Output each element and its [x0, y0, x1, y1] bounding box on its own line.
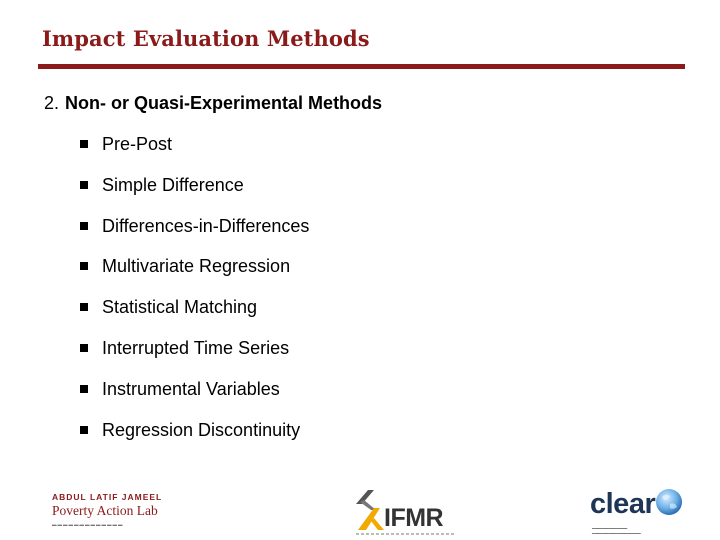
- title-divider: [38, 64, 685, 69]
- ifmr-logo-text: IFMR: [384, 504, 444, 532]
- list-item: [78, 255, 309, 296]
- list-item: [78, 133, 309, 174]
- section-heading-text: Non- or Quasi-Experimental Methods: [65, 93, 383, 113]
- list-item: [78, 215, 309, 256]
- bullet-icon: [80, 181, 88, 189]
- bullet-icon: [80, 385, 88, 393]
- list-item-label: Differences-in-Differences: [102, 215, 310, 236]
- list-item: [78, 337, 309, 378]
- section-heading: [44, 93, 382, 114]
- ifmr-logo-tagline: [356, 533, 456, 535]
- bullet-icon: [80, 262, 88, 270]
- methods-list: [78, 133, 309, 459]
- bullet-icon: [80, 140, 88, 148]
- jpal-logo: [52, 492, 172, 532]
- bullet-icon: [80, 222, 88, 230]
- list-item: [78, 296, 309, 337]
- globe-icon: [654, 487, 684, 517]
- clear-logo-text: clear: [590, 488, 656, 520]
- list-item: [78, 378, 309, 419]
- clear-logo-tagline: ━━━━━━━━━━━━━ ━━━━━━━━━━━━━━━━━━: [592, 526, 641, 536]
- jpal-logo-line1: ABDUL LATIF JAMEEL: [52, 492, 163, 502]
- bullet-icon: [80, 303, 88, 311]
- list-item-label: Instrumental Variables: [102, 378, 280, 399]
- section-number: 2.: [44, 93, 60, 113]
- list-item-label: Regression Discontinuity: [102, 419, 301, 440]
- list-item-label: Interrupted Time Series: [102, 337, 290, 358]
- ifmr-mark-icon: [354, 488, 388, 532]
- clear-logo: [590, 486, 690, 536]
- bullet-icon: [80, 426, 88, 434]
- jpal-logo-line2: Poverty Action Lab: [52, 503, 158, 518]
- list-item-label: Multivariate Regression: [102, 256, 291, 277]
- slide-title: Impact Evaluation Methods: [42, 26, 370, 51]
- ifmr-logo: [352, 488, 462, 534]
- list-item-label: Pre-Post: [102, 134, 173, 154]
- list-item-label: Statistical Matching: [102, 297, 258, 318]
- list-item: [78, 174, 309, 215]
- jpal-logo-tagline: ▬▬▬▬▬▬▬▬▬▬▬▬▬: [52, 522, 124, 527]
- list-item: [78, 419, 309, 460]
- bullet-icon: [80, 344, 88, 352]
- list-item-label: Simple Difference: [102, 174, 244, 195]
